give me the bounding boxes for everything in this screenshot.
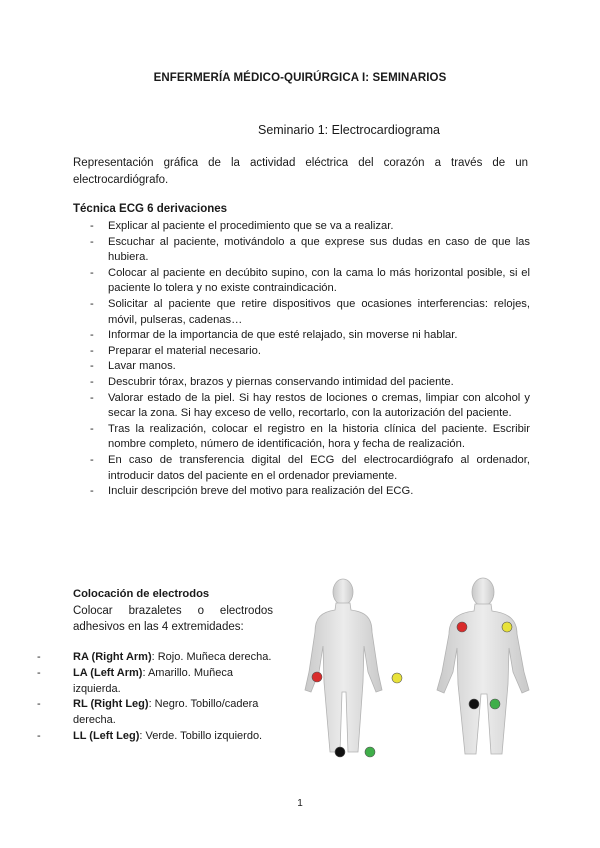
electrode-item-la: - LA (Left Arm): Amarillo. Muñeca izquierda.	[37, 666, 233, 695]
electrode-placement-figure	[296, 572, 536, 772]
page-title: ENFERMERÍA MÉDICO-QUIRÚRGICA I: SEMINARIOS	[153, 72, 447, 84]
list-item: - Explicar al paciente el procedimiento que se va a realizar.	[90, 220, 394, 232]
ll-electrode-dot	[365, 747, 375, 757]
electrode-item-ll: - LL (Left Leg): Verde. Tobillo izquierdo.	[37, 729, 263, 742]
la-electrode-dot	[392, 673, 402, 683]
list-item: - Solicitar al paciente que retire dispositivos que ocasiones interferencias: relojes, móvil, pulseras, cadenas…	[90, 297, 530, 326]
electrode-desc: : Negro. Tobillo/cadera derecha.	[73, 698, 259, 727]
electrode-desc: : Amarillo. Muñeca izquierda.	[73, 666, 233, 695]
electrode-item-ra: - RA (Right Arm): Rojo. Muñeca derecha.	[37, 651, 272, 663]
intro-paragraph: Representación gráfica de la actividad eléctrica del corazón a través de un electrocardiógrafo.	[73, 157, 528, 186]
la-shoulder-electrode-dot	[502, 622, 512, 632]
list-item: - Descubrir tórax, brazos y piernas conservando intimidad del paciente.	[90, 375, 454, 388]
seminar-subtitle: Seminario 1: Electrocardiograma	[257, 123, 441, 137]
electrode-desc: : Rojo. Muñeca derecha.	[151, 651, 272, 663]
ra-electrode-dot	[312, 672, 322, 682]
rl-hip-electrode-dot	[469, 699, 479, 709]
list-item: - Informar de la importancia de que esté relajado, sin moverse ni hablar.	[90, 329, 458, 342]
list-item: - Lavar manos.	[90, 360, 176, 373]
list-item: - Colocar al paciente en decúbito supino, con la cama lo más horizontal posible, si el paciente lo tolera y no existe contraindicación.	[90, 266, 530, 295]
list-item: - Tras la realización, colocar el registro en la historia clínica del paciente. Escribir nombre completo, número de identificación, hora y fecha de realización.	[90, 422, 530, 451]
electrode-code: RL (Right Leg)	[73, 698, 149, 711]
electrode-code: LL (Left Leg)	[73, 729, 140, 742]
ra-shoulder-electrode-dot	[457, 622, 467, 632]
electrode-item-rl: - RL (Right Leg): Negro. Tobillo/cadera derecha.	[37, 698, 259, 727]
list-item: - Incluir descripción breve del motivo para realización del ECG.	[90, 485, 414, 498]
electrodes-title: Colocación de electrodos	[73, 588, 210, 600]
list-item: - Valorar estado de la piel. Si hay restos de lociones o cremas, limpiar con alcohol y secar la zona. Si hay exceso de vello, recortarlo, con la autorización del paciente.	[90, 391, 530, 420]
list-item: - Preparar el material necesario.	[90, 344, 261, 357]
electrodes-intro: Colocar brazaletes o electrodos adhesivos en las 4 extremidades:	[73, 605, 273, 633]
electrode-desc: : Verde. Tobillo izquierdo.	[139, 729, 263, 742]
technique-steps-list	[90, 219, 530, 500]
electrode-list	[37, 650, 277, 745]
body-silhouette-left	[305, 579, 382, 752]
technique-title: Técnica ECG 6 derivaciones	[73, 203, 228, 215]
page-number: 1	[297, 798, 303, 809]
list-item: - Escuchar al paciente, motivándolo a que exprese sus dudas en caso de que las hubiera.	[90, 235, 530, 264]
electrode-code: RA (Right Arm)	[73, 651, 152, 663]
body-silhouette-right	[437, 578, 529, 754]
ll-hip-electrode-dot	[490, 699, 500, 709]
rl-electrode-dot	[335, 747, 345, 757]
electrode-code: LA (Left Arm)	[73, 666, 143, 679]
list-item: - En caso de transferencia digital del ECG del electrocardiógrafo al ordenador, introducir datos del paciente en el ordenador previamente.	[90, 453, 530, 482]
